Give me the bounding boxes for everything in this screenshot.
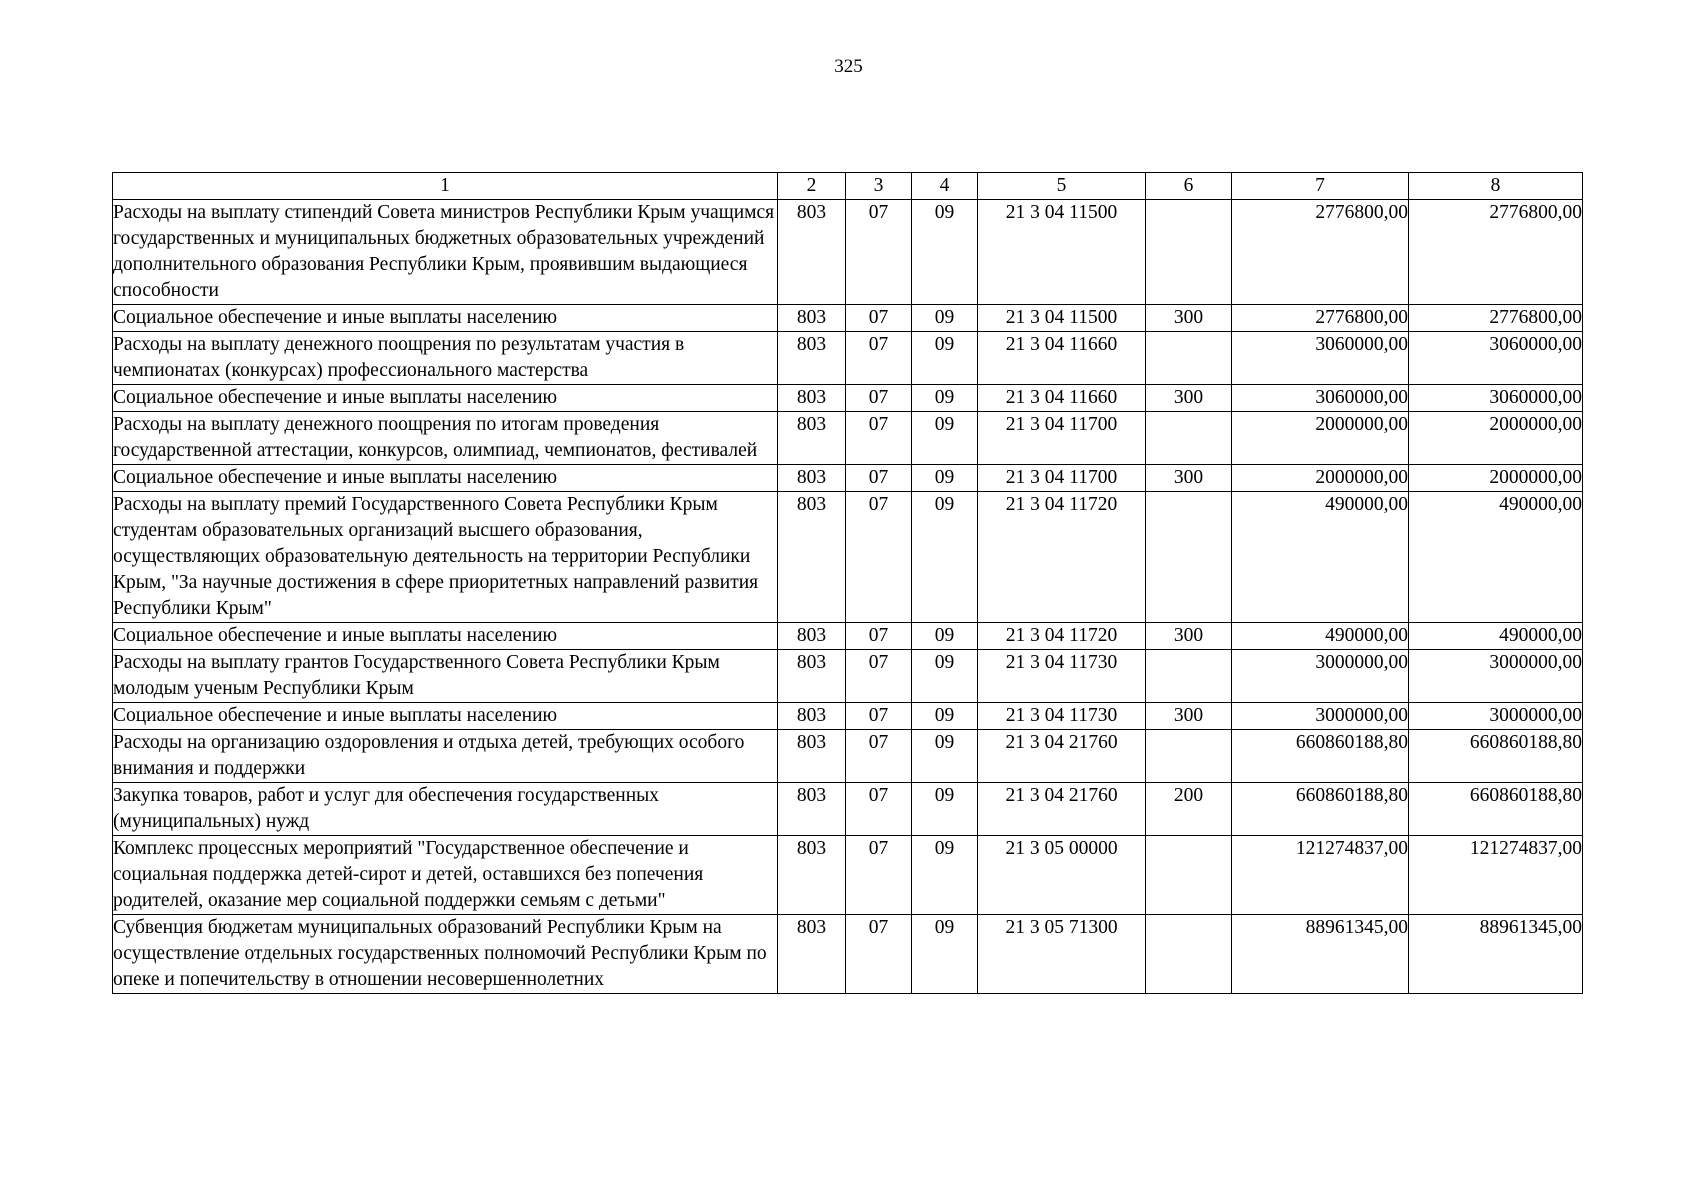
ministry-code-cell: 803 — [778, 703, 846, 730]
target-article-cell: 21 3 04 11720 — [978, 492, 1146, 623]
section-code-cell: 07 — [846, 465, 912, 492]
expense-type-cell — [1146, 412, 1232, 465]
expense-type-cell: 200 — [1146, 783, 1232, 836]
ministry-code-cell: 803 — [778, 730, 846, 783]
amount-year-1-cell: 3060000,00 — [1232, 385, 1409, 412]
amount-year-1-cell: 121274837,00 — [1232, 836, 1409, 915]
ministry-code-cell: 803 — [778, 650, 846, 703]
expense-type-cell — [1146, 332, 1232, 385]
section-code-cell: 07 — [846, 332, 912, 385]
amount-year-1-cell: 2776800,00 — [1232, 305, 1409, 332]
expense-type-cell — [1146, 836, 1232, 915]
target-article-cell: 21 3 04 11720 — [978, 623, 1146, 650]
expense-name-cell: Расходы на выплату грантов Государственного Совета Республики Крым молодым ученым Республики Крым — [113, 650, 778, 703]
expense-type-cell — [1146, 200, 1232, 305]
expense-type-cell: 300 — [1146, 623, 1232, 650]
column-header: 8 — [1409, 173, 1583, 200]
section-code-cell: 07 — [846, 915, 912, 994]
table-body — [113, 200, 1583, 994]
table-row — [113, 730, 1583, 783]
amount-year-1-cell: 3000000,00 — [1232, 703, 1409, 730]
table-row — [113, 305, 1583, 332]
expense-name-cell: Социальное обеспечение и иные выплаты населению — [113, 465, 778, 492]
table-row — [113, 200, 1583, 305]
expense-name-cell: Социальное обеспечение и иные выплаты населению — [113, 703, 778, 730]
column-header: 5 — [978, 173, 1146, 200]
table-row — [113, 412, 1583, 465]
expense-type-cell — [1146, 915, 1232, 994]
column-header: 3 — [846, 173, 912, 200]
table-header — [113, 173, 1583, 200]
amount-year-2-cell: 2776800,00 — [1409, 305, 1583, 332]
expense-type-cell: 300 — [1146, 305, 1232, 332]
amount-year-2-cell: 490000,00 — [1409, 492, 1583, 623]
amount-year-1-cell: 3060000,00 — [1232, 332, 1409, 385]
page-number: 325 — [834, 56, 863, 77]
amount-year-2-cell: 2000000,00 — [1409, 465, 1583, 492]
amount-year-2-cell: 121274837,00 — [1409, 836, 1583, 915]
amount-year-2-cell: 660860188,80 — [1409, 730, 1583, 783]
target-article-cell: 21 3 04 11700 — [978, 465, 1146, 492]
subsection-code-cell: 09 — [912, 836, 978, 915]
expense-type-cell — [1146, 650, 1232, 703]
expense-name-cell: Закупка товаров, работ и услуг для обеспечения государственных (муниципальных) нужд — [113, 783, 778, 836]
subsection-code-cell: 09 — [912, 385, 978, 412]
amount-year-1-cell: 490000,00 — [1232, 623, 1409, 650]
expense-name-cell: Расходы на выплату денежного поощрения по итогам проведения государственной аттестации, конкурсов, олимпиад, чемпионатов, фестивалей — [113, 412, 778, 465]
ministry-code-cell: 803 — [778, 465, 846, 492]
amount-year-2-cell: 3060000,00 — [1409, 332, 1583, 385]
table-row — [113, 703, 1583, 730]
target-article-cell: 21 3 05 00000 — [978, 836, 1146, 915]
ministry-code-cell: 803 — [778, 332, 846, 385]
section-code-cell: 07 — [846, 783, 912, 836]
ministry-code-cell: 803 — [778, 783, 846, 836]
expense-name-cell: Социальное обеспечение и иные выплаты населению — [113, 385, 778, 412]
ministry-code-cell: 803 — [778, 305, 846, 332]
expense-type-cell: 300 — [1146, 465, 1232, 492]
amount-year-2-cell: 490000,00 — [1409, 623, 1583, 650]
table-row — [113, 465, 1583, 492]
header-row — [113, 173, 1583, 200]
target-article-cell: 21 3 04 11500 — [978, 305, 1146, 332]
expense-type-cell: 300 — [1146, 385, 1232, 412]
column-header: 1 — [113, 173, 778, 200]
subsection-code-cell: 09 — [912, 492, 978, 623]
expense-name-cell: Расходы на выплату стипендий Совета министров Республики Крым учащимся государственных и муниципальных бюджетных образовательных учреждений дополнительного образования Республики Крым, проявившим выдающиеся способности — [113, 200, 778, 305]
subsection-code-cell: 09 — [912, 783, 978, 836]
section-code-cell: 07 — [846, 305, 912, 332]
expense-name-cell: Расходы на организацию оздоровления и отдыха детей, требующих особого внимания и поддержки — [113, 730, 778, 783]
section-code-cell: 07 — [846, 703, 912, 730]
target-article-cell: 21 3 04 21760 — [978, 783, 1146, 836]
table-row — [113, 836, 1583, 915]
expense-type-cell — [1146, 730, 1232, 783]
subsection-code-cell: 09 — [912, 412, 978, 465]
amount-year-1-cell: 660860188,80 — [1232, 783, 1409, 836]
target-article-cell: 21 3 04 21760 — [978, 730, 1146, 783]
amount-year-2-cell: 2776800,00 — [1409, 200, 1583, 305]
subsection-code-cell: 09 — [912, 332, 978, 385]
amount-year-1-cell: 2000000,00 — [1232, 412, 1409, 465]
expense-type-cell — [1146, 492, 1232, 623]
ministry-code-cell: 803 — [778, 385, 846, 412]
amount-year-1-cell: 88961345,00 — [1232, 915, 1409, 994]
expense-name-cell: Социальное обеспечение и иные выплаты населению — [113, 623, 778, 650]
amount-year-2-cell: 2000000,00 — [1409, 412, 1583, 465]
section-code-cell: 07 — [846, 200, 912, 305]
target-article-cell: 21 3 04 11660 — [978, 332, 1146, 385]
amount-year-1-cell: 2776800,00 — [1232, 200, 1409, 305]
subsection-code-cell: 09 — [912, 623, 978, 650]
target-article-cell: 21 3 04 11730 — [978, 703, 1146, 730]
target-article-cell: 21 3 04 11730 — [978, 650, 1146, 703]
subsection-code-cell: 09 — [912, 200, 978, 305]
expense-name-cell: Комплекс процессных мероприятий "Государственное обеспечение и социальная поддержка детей-сирот и детей, оставшихся без попечения родителей, оказание мер социальной поддержки семьям с детьми" — [113, 836, 778, 915]
expense-type-cell: 300 — [1146, 703, 1232, 730]
amount-year-1-cell: 3000000,00 — [1232, 650, 1409, 703]
table-row — [113, 492, 1583, 623]
section-code-cell: 07 — [846, 836, 912, 915]
target-article-cell: 21 3 05 71300 — [978, 915, 1146, 994]
subsection-code-cell: 09 — [912, 703, 978, 730]
section-code-cell: 07 — [846, 412, 912, 465]
table-row — [113, 332, 1583, 385]
amount-year-2-cell: 88961345,00 — [1409, 915, 1583, 994]
budget-table — [112, 172, 1583, 994]
subsection-code-cell: 09 — [912, 650, 978, 703]
expense-name-cell: Субвенция бюджетам муниципальных образований Республики Крым на осуществление отдельных государственных полномочий Республики Крым по опеке и попечительству в отношении несовершеннолетних — [113, 915, 778, 994]
amount-year-2-cell: 3060000,00 — [1409, 385, 1583, 412]
column-header: 6 — [1146, 173, 1232, 200]
section-code-cell: 07 — [846, 650, 912, 703]
table-row — [113, 915, 1583, 994]
subsection-code-cell: 09 — [912, 465, 978, 492]
amount-year-1-cell: 490000,00 — [1232, 492, 1409, 623]
expense-name-cell: Расходы на выплату денежного поощрения по результатам участия в чемпионатах (конкурсах) профессионального мастерства — [113, 332, 778, 385]
ministry-code-cell: 803 — [778, 915, 846, 994]
target-article-cell: 21 3 04 11660 — [978, 385, 1146, 412]
subsection-code-cell: 09 — [912, 305, 978, 332]
amount-year-2-cell: 660860188,80 — [1409, 783, 1583, 836]
target-article-cell: 21 3 04 11700 — [978, 412, 1146, 465]
subsection-code-cell: 09 — [912, 730, 978, 783]
expense-name-cell: Расходы на выплату премий Государственного Совета Республики Крым студентам образовательных организаций высшего образования, осуществляющих образовательную деятельность на территории Республики Крым, "За научные достижения в сфере приоритетных направлений развития Республики Крым" — [113, 492, 778, 623]
amount-year-1-cell: 660860188,80 — [1232, 730, 1409, 783]
section-code-cell: 07 — [846, 730, 912, 783]
section-code-cell: 07 — [846, 623, 912, 650]
ministry-code-cell: 803 — [778, 623, 846, 650]
amount-year-2-cell: 3000000,00 — [1409, 650, 1583, 703]
table-row — [113, 783, 1583, 836]
column-header: 2 — [778, 173, 846, 200]
table-row — [113, 623, 1583, 650]
amount-year-2-cell: 3000000,00 — [1409, 703, 1583, 730]
ministry-code-cell: 803 — [778, 200, 846, 305]
column-header: 4 — [912, 173, 978, 200]
expense-name-cell: Социальное обеспечение и иные выплаты населению — [113, 305, 778, 332]
target-article-cell: 21 3 04 11500 — [978, 200, 1146, 305]
amount-year-1-cell: 2000000,00 — [1232, 465, 1409, 492]
ministry-code-cell: 803 — [778, 412, 846, 465]
subsection-code-cell: 09 — [912, 915, 978, 994]
section-code-cell: 07 — [846, 492, 912, 623]
ministry-code-cell: 803 — [778, 492, 846, 623]
ministry-code-cell: 803 — [778, 836, 846, 915]
table-row — [113, 385, 1583, 412]
table-row — [113, 650, 1583, 703]
column-header: 7 — [1232, 173, 1409, 200]
section-code-cell: 07 — [846, 385, 912, 412]
